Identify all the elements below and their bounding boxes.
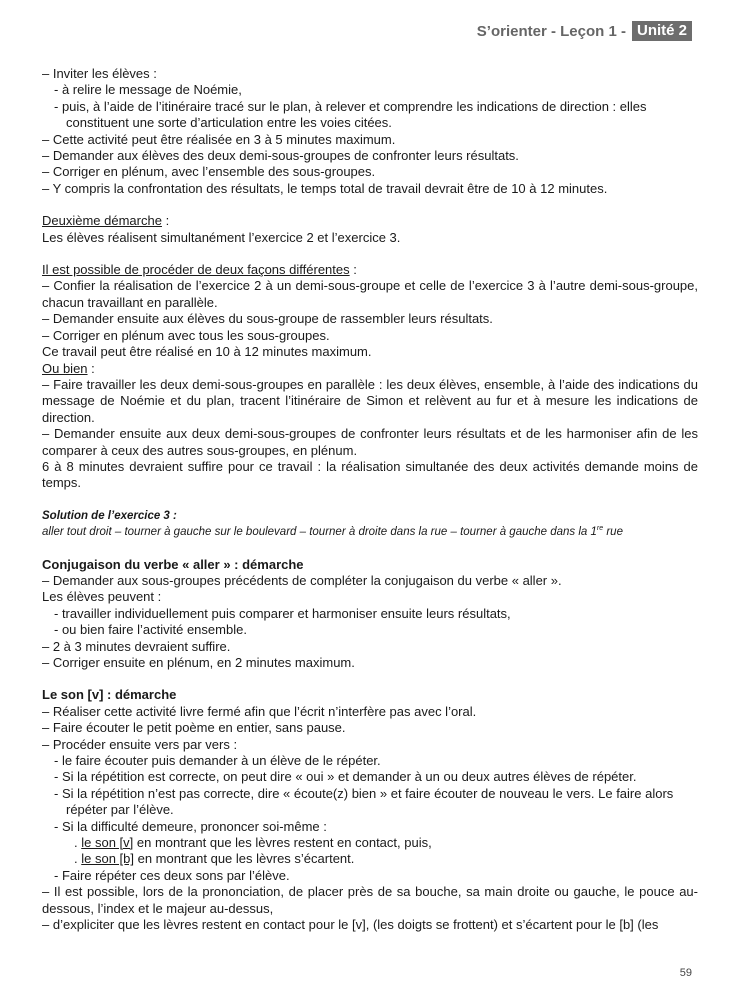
text-line: – Procéder ensuite vers par vers : — [42, 736, 238, 752]
text-line: – Réaliser cette activité livre fermé afin que l’écrit n’interfère pas avec l’oral. — [42, 703, 477, 719]
text-line: . le son [v] en montrant que les lèvres restent en contact, puis, — [74, 835, 432, 851]
solution-title: Solution de l’exercice 3 : — [42, 509, 177, 522]
text-line: – Corriger en plénum avec tous les sous-groupes. — [42, 327, 330, 343]
section-heading: Ou bien : — [42, 360, 95, 376]
text-line: – Corriger ensuite en plénum, en 2 minutes maximum. — [42, 655, 355, 670]
text-line: – Demander aux élèves des deux demi-sous-groupes de confronter leurs résultats. — [42, 148, 519, 164]
heading-text: Deuxième démarche — [42, 213, 162, 229]
text-line: – Y compris la confrontation des résultats, le temps total de travail devrait être de 10 à 12 minutes. — [42, 180, 608, 196]
text-line: répéter par l’élève. — [66, 802, 174, 818]
section-heading: Il est possible de procéder de deux façons différentes : — [42, 262, 357, 278]
text-line: – Cette activité peut être réalisée en 3 à 5 minutes maximum. — [42, 131, 396, 147]
text-line: Ce travail peut être réalisé en 10 à 12 minutes maximum. — [42, 344, 372, 360]
text-line: – Inviter les élèves : — [42, 66, 157, 81]
heading-text: Il est possible de procéder de deux façons différentes — [42, 262, 350, 278]
text-line: – Demander aux sous-groupes précédents de compléter la conjugaison du verbe « aller ». — [42, 572, 562, 588]
text-line: Les élèves peuvent : — [42, 589, 162, 605]
text-line: - Si la répétition est correcte, on peut dire « oui » et demander à un ou deux autres élèves de répéter. — [54, 769, 637, 785]
conjugation-heading: Conjugaison du verbe « aller » : démarche — [42, 556, 304, 572]
text-line: – d’expliciter que les lèvres restent en contact pour le [v], (les doigts se frottent) et s’écartent pour le [b] (les — [42, 917, 659, 933]
text-line: – 2 à 3 minutes devraient suffire. — [42, 638, 231, 654]
text-line: – Faire écouter le petit poème en entier, sans pause. — [42, 720, 346, 736]
text-line: – Confier la réalisation de l’exercice 2 à un demi-sous-groupe et celle de l’exercice 3 à l’autre demi-sous-groupe, chacun travaillant en parallèle. — [42, 278, 698, 310]
text-line: - Faire répéter ces deux sons par l’élève. — [54, 867, 290, 883]
text-line: - puis, à l’aide de l’itinéraire tracé sur le plan, à relever et comprendre les indications de direction : elles — [54, 98, 647, 114]
text-line: 6 à 8 minutes devraient suffire pour ce travail : la réalisation simultanée des deux activités demande moins de temps. — [42, 458, 698, 491]
text-line: - Si la difficulté demeure, prononcer soi-même : — [54, 818, 327, 834]
text-line: Les élèves réalisent simultanément l’exercice 2 et l’exercice 3. — [42, 229, 401, 245]
section-heading: Deuxième démarche : — [42, 213, 170, 229]
text-line: – Faire travailler les deux demi-sous-groupes en parallèle : les deux élèves, ensemble, à l’aide des indications du message de Noémie et du plan, tracent l’itinéraire de Simon et relèvent au fur et à mesure les indications de direction. — [42, 376, 698, 425]
sound-heading: Le son [v] : démarche — [42, 687, 177, 703]
heading-text: Ou bien — [42, 360, 88, 376]
text-line: – Demander ensuite aux deux demi-sous-groupes de confronter leurs résultats et de les harmoniser afin de les comparer à ceux des autres sous-groupes, en plénum. — [42, 426, 698, 458]
page-content — [42, 66, 698, 934]
text-line: – Demander ensuite aux élèves du sous-groupe de rassembler leurs résultats. — [42, 311, 493, 327]
text-line: - le faire écouter puis demander à un élève de le répéter. — [54, 753, 381, 769]
text-line: – Il est possible, lors de la prononciation, de placer près de sa bouche, sa main droite ou gauche, le pouce au-dessous, l’index et le majeur au-dessus, — [42, 884, 698, 916]
text-line: – Corriger en plénum, avec l’ensemble des sous-groupes. — [42, 164, 376, 180]
text-line: - à relire le message de Noémie, — [54, 82, 242, 98]
text-line: constituent une sorte d’articulation entre les voies citées. — [66, 115, 392, 131]
solution-text: aller tout droit – tourner à gauche sur le boulevard – tourner à droite dans la rue – tourner à gauche dans la 1re rue — [42, 525, 623, 539]
page-number: 59 — [679, 967, 692, 979]
text-line: . le son [b] en montrant que les lèvres s’écartent. — [74, 851, 355, 867]
text-line: - ou bien faire l’activité ensemble. — [54, 622, 247, 638]
header-title: S’orienter - Leçon 1 - — [476, 22, 626, 40]
text-line: - travailler individuellement puis comparer et harmoniser ensuite leurs résultats, — [54, 605, 511, 621]
text-line: - Si la répétition n’est pas correcte, dire « écoute(z) bien » et faire écouter de nouveau le vers. Le faire alors — [54, 785, 674, 801]
page-header — [477, 21, 692, 41]
unit-badge: Unité 2 — [632, 21, 692, 41]
